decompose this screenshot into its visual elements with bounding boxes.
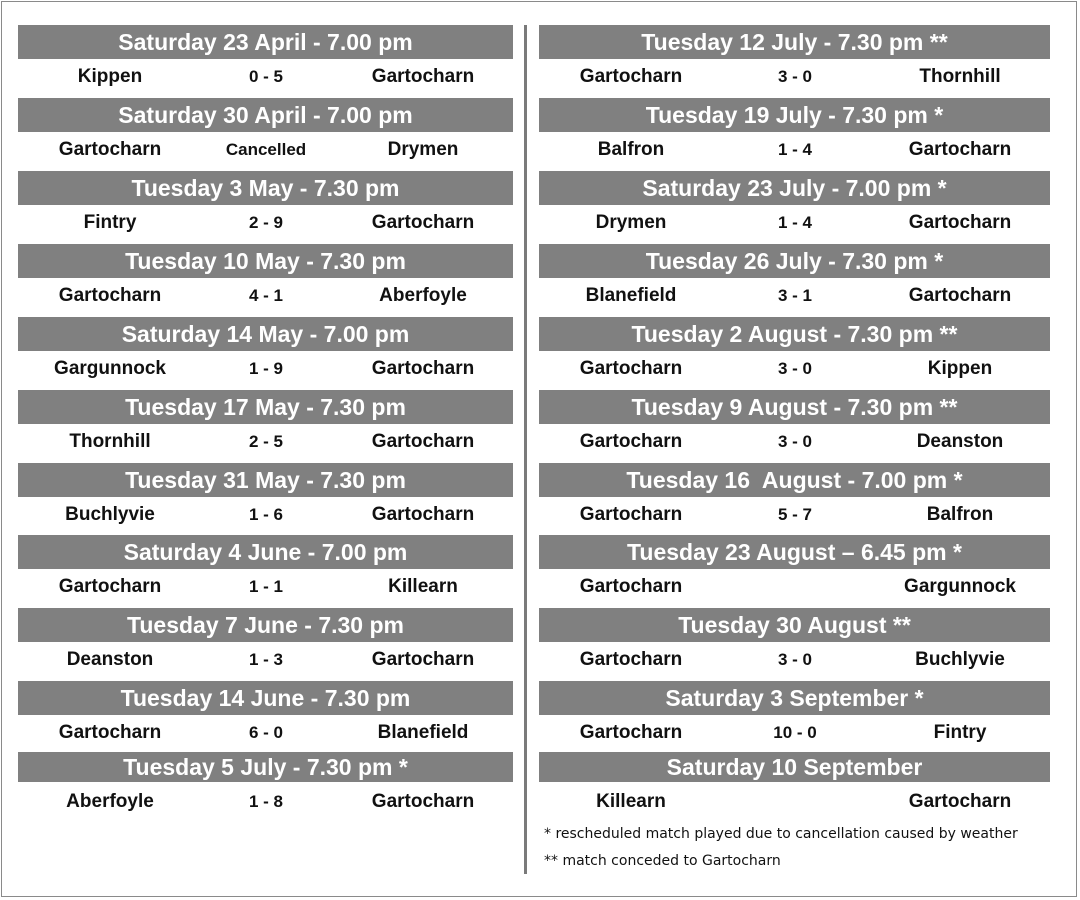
- fixture-date-header: Tuesday 19 July - 7.30 pm *: [539, 98, 1050, 132]
- home-team: Gartocharn: [58, 139, 162, 160]
- away-team: Gartocharn: [371, 791, 475, 812]
- away-team: Balfron: [926, 504, 994, 525]
- home-team: Fintry: [83, 212, 137, 233]
- fixture-date-header: Tuesday 9 August - 7.30 pm **: [539, 390, 1050, 424]
- home-team: Aberfoyle: [66, 791, 154, 812]
- home-team: Gartocharn: [579, 66, 683, 87]
- away-team: Gargunnock: [904, 576, 1016, 597]
- fixture-row: [18, 718, 513, 748]
- score: 3 - 0: [777, 67, 813, 86]
- home-team: Blanefield: [585, 285, 677, 306]
- score: 2 - 5: [248, 432, 284, 451]
- score: 3 - 0: [777, 359, 813, 378]
- fixture-date-header: Tuesday 23 August – 6.45 pm *: [539, 535, 1050, 569]
- home-team: Gargunnock: [54, 358, 166, 379]
- fixture-row: [539, 645, 1050, 675]
- fixture-row: [18, 500, 513, 530]
- score: 2 - 9: [248, 213, 284, 232]
- home-team: Drymen: [595, 212, 667, 233]
- fixture-date-header: Saturday 23 July - 7.00 pm *: [539, 171, 1050, 205]
- score: 3 - 0: [777, 650, 813, 669]
- fixture-date-header: Tuesday 26 July - 7.30 pm *: [539, 244, 1050, 278]
- away-team: Gartocharn: [908, 285, 1012, 306]
- away-team: Kippen: [927, 358, 993, 379]
- fixture-row: [18, 208, 513, 238]
- score: 1 - 1: [248, 577, 284, 596]
- away-team: Gartocharn: [371, 431, 475, 452]
- home-team: Gartocharn: [579, 358, 683, 379]
- column-divider: [524, 25, 527, 874]
- home-team: Gartocharn: [579, 431, 683, 452]
- away-team: Aberfoyle: [379, 285, 467, 306]
- score: 0 - 5: [248, 67, 284, 86]
- away-team: Gartocharn: [371, 66, 475, 87]
- fixture-date-header: Saturday 3 September *: [539, 681, 1050, 715]
- away-team: Gartocharn: [371, 358, 475, 379]
- fixture-date-header: Saturday 30 April - 7.00 pm: [18, 98, 513, 132]
- fixture-date-header: Tuesday 16 August - 7.00 pm *: [539, 463, 1050, 497]
- home-team: Gartocharn: [58, 722, 162, 743]
- fixture-date-header: Tuesday 3 May - 7.30 pm: [18, 171, 513, 205]
- score: 3 - 1: [777, 286, 813, 305]
- home-team: Balfron: [597, 139, 665, 160]
- fixture-row: [18, 354, 513, 384]
- away-team: Gartocharn: [371, 212, 475, 233]
- home-team: Killearn: [596, 791, 666, 812]
- away-team: Gartocharn: [908, 791, 1012, 812]
- footnote-conceded: ** match conceded to Gartocharn: [544, 853, 781, 869]
- fixture-date-header: Saturday 23 April - 7.00 pm: [18, 25, 513, 59]
- away-team: Thornhill: [919, 66, 1001, 87]
- score: 1 - 8: [248, 792, 284, 811]
- fixture-date-header: Tuesday 5 July - 7.30 pm *: [18, 752, 513, 782]
- fixture-row: [18, 572, 513, 602]
- score: 6 - 0: [248, 723, 284, 742]
- home-team: Gartocharn: [579, 576, 683, 597]
- fixture-date-header: Tuesday 14 June - 7.30 pm: [18, 681, 513, 715]
- fixture-date-header: Tuesday 2 August - 7.30 pm **: [539, 317, 1050, 351]
- score: 4 - 1: [248, 286, 284, 305]
- home-team: Buchlyvie: [65, 504, 155, 525]
- away-team: Gartocharn: [908, 139, 1012, 160]
- away-team: Gartocharn: [371, 649, 475, 670]
- fixture-row: [539, 354, 1050, 384]
- fixture-date-header: Tuesday 10 May - 7.30 pm: [18, 244, 513, 278]
- fixture-date-header: Saturday 14 May - 7.00 pm: [18, 317, 513, 351]
- fixture-row: [539, 135, 1050, 165]
- fixture-row: [539, 281, 1050, 311]
- fixture-date-header: Tuesday 17 May - 7.30 pm: [18, 390, 513, 424]
- fixture-row: [539, 500, 1050, 530]
- score: 1 - 4: [777, 213, 813, 232]
- away-team: Buchlyvie: [915, 649, 1005, 670]
- away-team: Deanston: [916, 431, 1004, 452]
- fixture-row: [18, 645, 513, 675]
- footnote-rescheduled: * rescheduled match played due to cancellation caused by weather: [544, 826, 1018, 842]
- score: 10 - 0: [773, 723, 817, 742]
- home-team: Gartocharn: [579, 722, 683, 743]
- score: Cancelled: [225, 140, 307, 159]
- fixture-date-header: Tuesday 7 June - 7.30 pm: [18, 608, 513, 642]
- fixture-row: [539, 62, 1050, 92]
- fixture-row: [539, 572, 1050, 602]
- fixture-date-header: Tuesday 31 May - 7.30 pm: [18, 463, 513, 497]
- fixture-date-header: Saturday 10 September: [539, 752, 1050, 782]
- away-team: Killearn: [388, 576, 458, 597]
- home-team: Gartocharn: [58, 576, 162, 597]
- away-team: Gartocharn: [371, 504, 475, 525]
- away-team: Blanefield: [377, 722, 469, 743]
- fixture-date-header: Tuesday 12 July - 7.30 pm **: [539, 25, 1050, 59]
- fixture-row: [539, 787, 1050, 817]
- home-team: Thornhill: [69, 431, 151, 452]
- score: 3 - 0: [777, 432, 813, 451]
- home-team: Gartocharn: [58, 285, 162, 306]
- fixture-row: [539, 208, 1050, 238]
- home-team: Gartocharn: [579, 649, 683, 670]
- fixture-row: [539, 427, 1050, 457]
- fixture-date-header: Tuesday 30 August **: [539, 608, 1050, 642]
- score: 1 - 4: [777, 140, 813, 159]
- away-team: Fintry: [933, 722, 987, 743]
- score: 1 - 3: [248, 650, 284, 669]
- fixture-row: [539, 718, 1050, 748]
- fixture-row: [18, 427, 513, 457]
- fixture-date-header: Saturday 4 June - 7.00 pm: [18, 535, 513, 569]
- fixture-row: [18, 787, 513, 817]
- score: 5 - 7: [777, 505, 813, 524]
- home-team: Gartocharn: [579, 504, 683, 525]
- home-team: Kippen: [77, 66, 143, 87]
- away-team: Gartocharn: [908, 212, 1012, 233]
- away-team: Drymen: [387, 139, 459, 160]
- score: 1 - 9: [248, 359, 284, 378]
- fixture-row: [18, 62, 513, 92]
- score: 1 - 6: [248, 505, 284, 524]
- home-team: Deanston: [66, 649, 154, 670]
- fixture-row: [18, 135, 513, 165]
- fixture-row: [18, 281, 513, 311]
